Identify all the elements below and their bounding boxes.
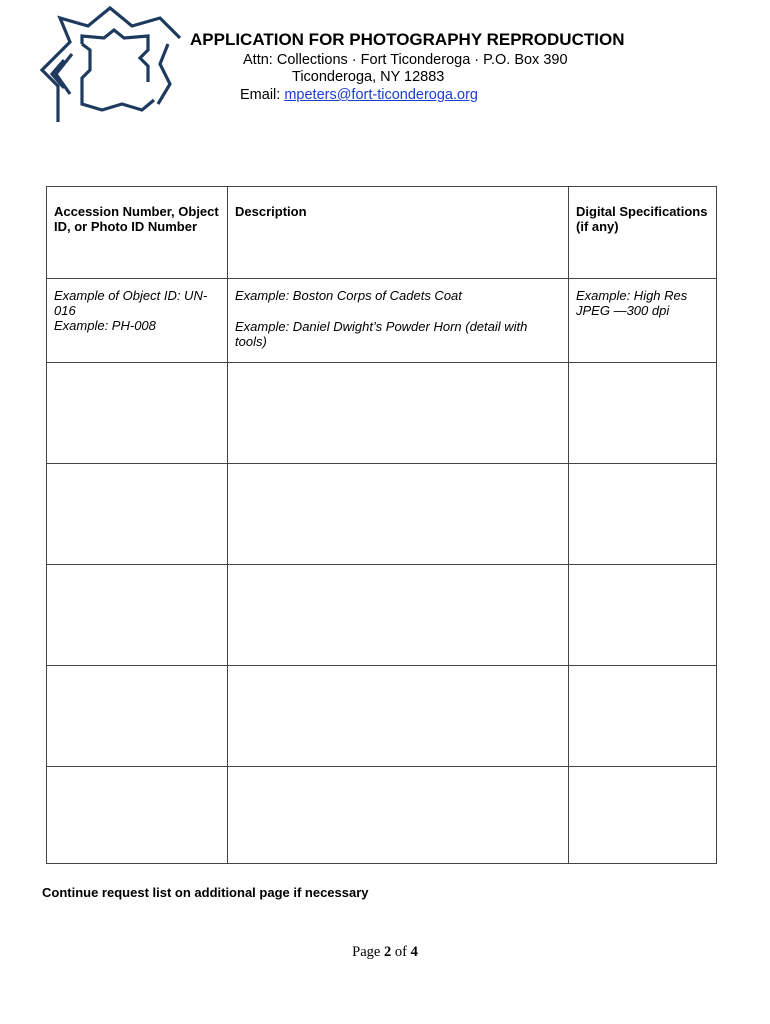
table-row xyxy=(47,767,717,864)
page-prefix: Page xyxy=(352,944,384,960)
description-input-cell[interactable] xyxy=(228,565,569,666)
example-row xyxy=(47,279,717,363)
email-line xyxy=(240,87,478,103)
specifications-input-cell[interactable] xyxy=(569,666,717,767)
page-number xyxy=(0,944,770,961)
example-description-1: Example: Boston Corps of Cadets Coat xyxy=(235,288,462,303)
description-input-cell[interactable] xyxy=(228,666,569,767)
address-line-2: Ticonderoga, NY 12883 xyxy=(292,69,445,85)
example-description-cell xyxy=(228,279,569,363)
specifications-input-cell[interactable] xyxy=(569,363,717,464)
example-photo-id: Example: PH-008 xyxy=(54,318,156,333)
accession-input-cell[interactable] xyxy=(47,363,228,464)
table-row xyxy=(47,363,717,464)
accession-input-cell[interactable] xyxy=(47,666,228,767)
table-header-row xyxy=(47,187,717,279)
continue-note: Continue request list on additional page if necessary xyxy=(42,885,369,900)
description-input-cell[interactable] xyxy=(228,464,569,565)
example-accession-cell xyxy=(47,279,228,363)
description-input-cell[interactable] xyxy=(228,363,569,464)
accession-input-cell[interactable] xyxy=(47,767,228,864)
email-link[interactable]: mpeters@fort-ticonderoga.org xyxy=(284,87,478,103)
specifications-input-cell[interactable] xyxy=(569,565,717,666)
example-object-id: Example of Object ID: UN-016 xyxy=(54,288,208,318)
page-total: 4 xyxy=(410,944,418,960)
header-accession-number: Accession Number, Object ID, or Photo ID Number xyxy=(47,187,228,279)
header-description: Description xyxy=(228,187,569,279)
page-current: 2 xyxy=(383,944,392,960)
table-row xyxy=(47,666,717,767)
example-description-2: Example: Daniel Dwight’s Powder Horn (detail with tools) xyxy=(235,319,528,349)
description-input-cell[interactable] xyxy=(228,767,569,864)
page-title: APPLICATION FOR PHOTOGRAPHY REPRODUCTION xyxy=(190,30,625,49)
specifications-input-cell[interactable] xyxy=(569,464,717,565)
table-row xyxy=(47,464,717,565)
accession-input-cell[interactable] xyxy=(47,565,228,666)
fort-star-logo-icon xyxy=(30,4,190,132)
specifications-input-cell[interactable] xyxy=(569,767,717,864)
request-table xyxy=(46,186,717,864)
header-digital-specifications: Digital Specifications (if any) xyxy=(569,187,717,279)
table-row xyxy=(47,565,717,666)
example-specifications-cell: Example: High Res JPEG —300 dpi xyxy=(569,279,717,363)
address-line-1: Attn: Collections · Fort Ticonderoga · P.O. Box 390 xyxy=(243,52,568,68)
email-label: Email: xyxy=(240,87,285,103)
accession-input-cell[interactable] xyxy=(47,464,228,565)
page-of: of xyxy=(391,944,411,960)
